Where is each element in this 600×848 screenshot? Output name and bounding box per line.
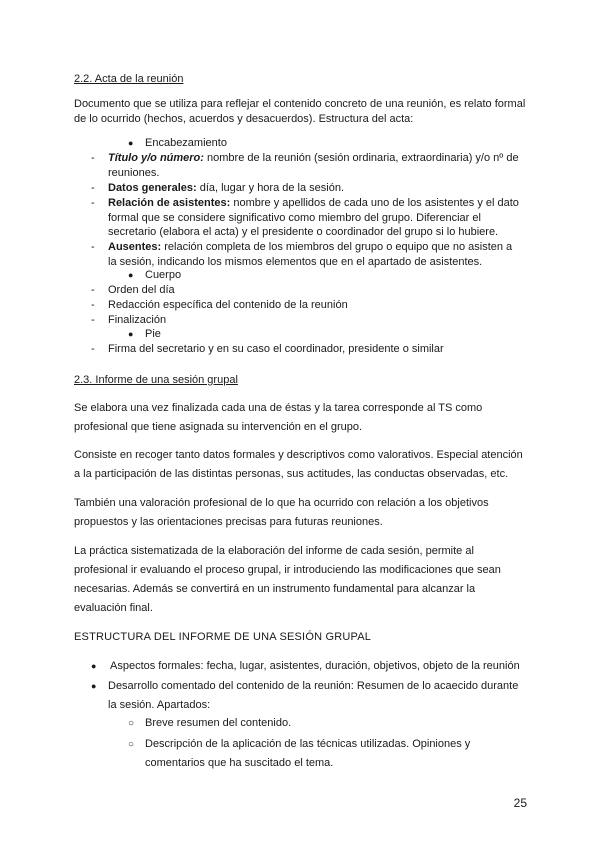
bullet-icon: ● <box>128 329 134 339</box>
list-item-firma: Firma del secretario y en su caso el coordinador, presidente o similar <box>108 343 444 355</box>
paragraph-line: a la participación de las distintas personas, sus actitudes, las conductas observadas, etc. <box>74 468 509 480</box>
list-item-aspectos: Aspectos formales: fecha, lugar, asistentes, duración, objetivos, objeto de la reunión <box>110 660 520 672</box>
list-item-continuation: secretario (elabora el acta) y el presidente o coordinador del grupo si lo hubiere. <box>108 226 499 238</box>
paragraph-line: Se elabora una vez finalizada cada una de éstas y la tarea corresponde al TS como <box>74 402 483 414</box>
dash-icon: - <box>91 182 95 194</box>
dash-icon: - <box>91 197 95 209</box>
dash-icon: - <box>91 314 95 326</box>
dash-icon: - <box>91 299 95 311</box>
list-item-relacion <box>108 196 519 211</box>
paragraph-line: Consiste en recoger tanto datos formales y descriptivos como valorativos. Especial atención <box>74 449 523 461</box>
list-item-pie: Pie <box>145 328 161 340</box>
paragraph-line: También una valoración profesional de lo que ha ocurrido con relación a los objetivos <box>74 497 489 509</box>
sub-item-descripcion: Descripción de la aplicación de las técnicas utilizadas. Opiniones y <box>145 738 471 750</box>
paragraph-line: La práctica sistematizada de la elaboración del informe de cada sesión, permite al <box>74 545 474 557</box>
paragraph-line: necesarias. Además se convertirá en un instrumento fundamental para alcanzar la <box>74 583 476 595</box>
list-item-continuation: formal que se considere significativo como miembro del grupo. Diferenciar el <box>108 212 481 224</box>
dash-icon: - <box>91 284 95 296</box>
list-item-finalizacion: Finalización <box>108 314 167 326</box>
list-item-redaccion: Redacción específica del contenido de la reunión <box>108 299 348 311</box>
list-item-text: relación completa de los miembros del grupo o equipo que no asisten a <box>161 241 513 253</box>
dash-icon: - <box>91 241 95 253</box>
structure-title: ESTRUCTURA DEL INFORME DE UNA SESIÓN GRUPAL <box>74 631 372 643</box>
bullet-icon: ● <box>128 138 134 148</box>
list-item-text: nombre de la reunión (sesión ordinaria, extraordinaria) y/o nº de <box>203 152 519 164</box>
sub-item-continuation: comentarios que ha suscitado el tema. <box>145 757 334 769</box>
list-item-text: día, lugar y hora de la sesión. <box>196 182 345 194</box>
list-item-label: Datos generales: <box>108 182 197 194</box>
list-item-encabezamiento: Encabezamiento <box>145 137 227 149</box>
bullet-icon: ● <box>91 681 97 691</box>
dash-icon: - <box>91 152 95 164</box>
list-item-desarrollo: Desarrollo comentado del contenido de la reunión: Resumen de lo acaecido durante <box>108 680 519 692</box>
section-heading-acta: 2.2. Acta de la reunión <box>74 73 184 85</box>
list-item-cuerpo: Cuerpo <box>145 269 182 281</box>
list-item-label: Ausentes: <box>108 241 162 253</box>
list-item-text: nombre y apellidos de cada uno de los asistentes y el dato <box>230 197 519 209</box>
list-item-ausentes <box>108 240 512 255</box>
list-item-label: Título y/o número: <box>108 152 204 164</box>
paragraph-line: Documento que se utiliza para reflejar el contenido concreto de una reunión, es relato formal <box>74 98 526 110</box>
bullet-icon: ● <box>128 270 134 280</box>
list-item-label: Relación de asistentes: <box>108 197 231 209</box>
circle-bullet-icon: ○ <box>128 739 135 750</box>
list-item-continuation: reuniones. <box>108 167 160 179</box>
list-item-titulo <box>108 151 519 166</box>
paragraph-line: propuestos y las orientaciones precisas para futuras reuniones. <box>74 516 383 528</box>
page-number: 25 <box>513 796 527 810</box>
paragraph-line: profesional ir evaluando el proceso grupal, ir introduciendo las modificaciones que sean <box>74 564 501 576</box>
list-item-datos <box>108 181 344 196</box>
list-item-orden: Orden del día <box>108 284 175 296</box>
section-heading-informe: 2.3. Informe de una sesión grupal <box>74 374 238 386</box>
list-item-continuation: la sesión. Apartados: <box>108 699 211 711</box>
sub-item-resumen: Breve resumen del contenido. <box>145 717 292 729</box>
bullet-icon: ● <box>91 661 97 671</box>
paragraph-line: evaluación final. <box>74 602 153 614</box>
dash-icon: - <box>91 343 95 355</box>
paragraph-line: profesional que tiene asignada su intervención en el grupo. <box>74 421 363 433</box>
circle-bullet-icon: ○ <box>128 718 135 729</box>
paragraph-line: de lo ocurrido (hechos, acuerdos y desacuerdos). Estructura del acta: <box>74 113 414 125</box>
list-item-continuation: la sesión, indicando los mismos elementos que en el apartado de asistentes. <box>108 256 483 268</box>
